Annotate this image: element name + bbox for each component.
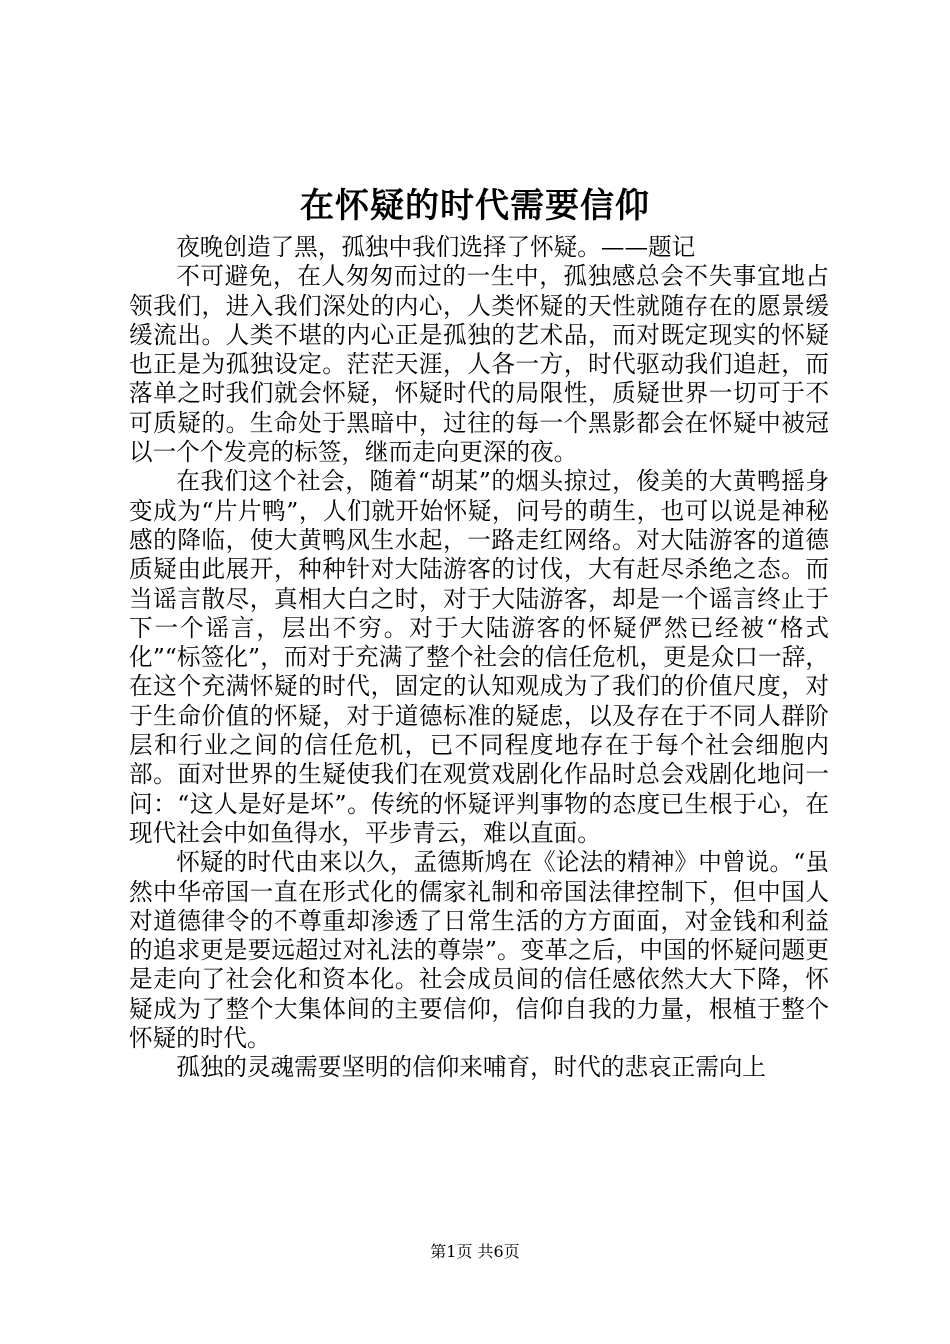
body-paragraph-2: 在我们这个社会，随着“胡某”的烟头掠过，俊美的大黄鸭摇身变成为“片片鸭”，人们就开始怀疑，问号的萌生，也可以说是神秘感的降临，使大黄鸭风生水起，一路走红网络。对大陆游客的道德质疑由此展开，种种针对大陆游客的讨伐，大有赶尽杀绝之态。而当谣言散尽，真相大白之时，对于大陆游客，却是一个谣言终止于下一个谣言，层出不穷。对于大陆游客的怀疑俨然已经被“格式化”“标签化”，而对于充满了整个社会的信任危机，更是众口一辞，在这个充满怀疑的时代，固定的认知观成为了我们的价值尺度，对于生命价值的怀疑，对于道德标准的疑虑，以及存在于不同人群阶层和行业之间的信任危机，已不同程度地存在于每个社会细胞内部。面对世界的生疑使我们在观赏戏剧化作品时总会戏剧化地问一问：“这人是好是坏”。传统的怀疑评判事物的态度已生根于心，在现代社会中如鱼得水，平步青云，难以直面。 — [129, 467, 829, 847]
document-body — [129, 233, 829, 1083]
page-number-footer: 第1页 共6页 — [430, 1242, 520, 1261]
body-paragraph-3: 怀疑的时代由来以久，孟德斯鸠在《论法的精神》中曾说。“虽然中华帝国一直在形式化的儒家礼制和帝国法律控制下，但中国人对道德律令的不尊重却渗透了日常生活的方方面面，对金钱和利益的追求更是要远超过对礼法的尊崇”。变革之后，中国的怀疑问题更是走向了社会化和资本化。社会成员间的信任感依然大大下降，怀疑成为了整个大集体间的主要信仰，信仰自我的力量，根植于整个怀疑的时代。 — [129, 848, 829, 1053]
body-paragraph-1: 不可避免，在人匆匆而过的一生中，孤独感总会不失事宜地占领我们，进入我们深处的内心，人类怀疑的天性就随存在的愿景缓缓流出。人类不堪的内心正是孤独的艺术品，而对既定现实的怀疑也正是为孤独设定。茫茫天涯，人各一方，时代驱动我们追赶，而落单之时我们就会怀疑，怀疑时代的局限性，质疑世界一切可于不可质疑的。生命处于黑暗中，过往的每一个黑影都会在怀疑中被冠以一个个发亮的标签，继而走向更深的夜。 — [129, 262, 829, 467]
document-title: 在怀疑的时代需要信仰 — [300, 186, 650, 226]
epigraph-paragraph: 夜晚创造了黑，孤独中我们选择了怀疑。——题记 — [176, 233, 696, 261]
body-paragraph-4: 孤独的灵魂需要坚明的信仰来哺育，时代的悲哀正需向上 — [176, 1053, 767, 1082]
